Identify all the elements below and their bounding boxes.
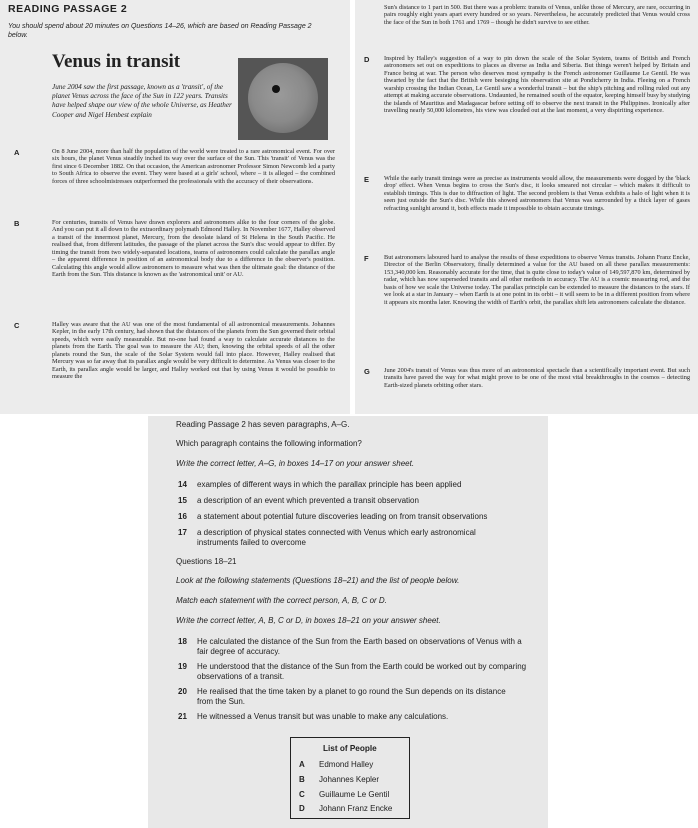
question-text: He realised that the time taken by a planet to go round the Sun depends on its distance from the Sun.: [197, 687, 506, 706]
person-letter: A: [299, 760, 305, 769]
paragraph-letter: C: [14, 321, 20, 330]
people-title: List of People: [323, 744, 377, 753]
person-name: Edmond Halley: [319, 760, 374, 769]
sun-photo-icon: [238, 58, 328, 140]
article-title: Venus in transit: [52, 51, 181, 72]
paragraph-d: Inspired by Halley's suggestion of a way to pin down the scale of the Solar System, teams of British and French astronomers set out on expeditions to places as diverse as India and Siberia. But things weren't helped by Britain and France being at war. The person who deserves most sympathy is the French astronomer Guillaume Le Gentil. He was thwarted by the fact that the British were besieging his observation site at Pondicherry in India. Fleeing on a French warship crossing the Indian Ocean, Le Gentil saw a wonderful transit – but the ship's pitching and rolling ruled out any attempt at making accurate observations. Undaunted, he remained south of the equator, keeping himself busy by studying the islands of Mauritius and Madagascar before setting off to observe the next transit in the Philippines. Ironically after travelling nearly 50,000 kilometres, his view was clouded out at the last moment, a very dispiriting experience.: [384, 55, 690, 115]
question-number: 18: [178, 637, 187, 646]
questions-intro: Reading Passage 2 has seven paragraphs, A–G.: [176, 420, 350, 429]
right-page: [355, 0, 698, 414]
paragraph-b: For centuries, transits of Venus have drawn explorers and astronomers alike to the four corners of the globe. And you can put it all down to the extraordinary polymath Edmond Halley. In November 1677, Halley observed a transit of the innermost planet, Mercury, from the desolate island of St Helena in the South Pacific. He realised that, from different latitudes, the passage of the planet across the Sun's disc would appear to differ. By timing the transit from two widely-separated locations, teams of astronomers could calculate the parallax angle – the apparent difference in position of an astronomical body due to a difference in the observer's position. Calculating this angle would allow astronomers to measure what was then the ultimate goal: the distance of the Earth from the Sun. This distance is known as the 'astronomical unit' or AU.: [52, 219, 335, 279]
question-text: examples of different ways in which the parallax principle has been applied: [197, 480, 462, 489]
article-lead: June 2004 saw the first passage, known as a 'transit', of the planet Venus across the face of the Sun in 122 years. Transits have helped shape our view of the whole Universe, as Heather Cooper and Nigel Henbest explain: [52, 83, 232, 119]
paragraph-letter: G: [364, 367, 370, 376]
paragraph-e: While the early transit timings were as precise as instruments would allow, the measurements were dogged by the 'black drop' effect. When Venus begins to cross the Sun's disc, it looks smeared not circular – which makes it difficult to establish timings. This is due to diffraction of light. The second problem is that Venus exhibits a halo of light when it is seen just outside the Sun's disc. While this showed astronomers that Venus was surrounded by a thick layer of gases refracting sunlight around it, both effects made it impossible to obtain accurate timings.: [384, 175, 690, 212]
paragraph-c-continuation: Sun's distance to 1 part in 500. But there was a problem: transits of Venus, unlike those of Mercury, are rare, occurring in pairs roughly eight years apart every hundred or so years. Nevertheless, he accurately predicted that Venus would cross the face of the Sun in both 1761 and 1769 – though he didn't survive to see either.: [384, 4, 690, 26]
person-letter: C: [299, 790, 305, 799]
question-text: He calculated the distance of the Sun from the Earth based on observations of Venus with a fair degree of accuracy.: [197, 637, 522, 656]
question-number: 21: [178, 712, 187, 721]
person-letter: B: [299, 775, 305, 784]
section-instruction: Write the correct letter, A, B, C or D, in boxes 18–21 on your answer sheet.: [176, 616, 441, 625]
paragraph-a: On 8 June 2004, more than half the population of the world were treated to a rare astronomical event. For over six hours, the planet Venus steadily inched its way over the surface of the Sun. This 'transit' of Venus was the first since 6 December 1882. On that occasion, the American astronomer Professor Simon Newcomb led a party to South Africa to observe the event. They were based at a girls' school, where – it is alleged – the combined forces of three schoolmistresses outperformed the professionals with the accuracy of their observations.: [52, 148, 335, 185]
sun-disc: [248, 63, 318, 133]
paragraph-letter: D: [364, 55, 370, 64]
venus-dot: [272, 85, 280, 93]
passage-intro: You should spend about 20 minutes on Questions 14–26, which are based on Reading Passage 2 below.: [8, 23, 312, 39]
question-number: 15: [178, 496, 187, 505]
left-page: [0, 0, 350, 414]
question-number: 20: [178, 687, 187, 696]
paragraph-letter: A: [14, 148, 20, 157]
section-instruction: Match each statement with the correct person, A, B, C or D.: [176, 596, 387, 605]
section-title: Questions 18–21: [176, 557, 237, 566]
paragraph-f: But astronomers laboured hard to analyse the results of these expeditions to observe Venus transits. Johann Franz Encke, Director of the Berlin Observatory, finally determined a value for the AU based on all these parallax measurements: 153,340,000 km. Reasonably accurate for the time, that is quite close to today's value of 149,597,870 km, determined by radar, which has now superseded transits and all other methods in accuracy. The AU is a cosmic measuring rod, and the basis of how we scale the Universe today. The parallax principle can be extended to measure the distances to the stars. If we look at a star in January – when Earth is at one point in its orbit – it will seem to be in a different position from where it appears six months later. Knowing the width of Earth's orbit, the parallax shift lets astronomers calculate the distance.: [384, 254, 690, 306]
question-number: 14: [178, 480, 187, 489]
person-name: Johannes Kepler: [319, 775, 380, 784]
person-letter: D: [299, 804, 305, 813]
person-name: Johann Franz Encke: [319, 804, 393, 813]
question-text: He understood that the distance of the Sun from the Earth could be worked out by comparing observations of a transit.: [197, 662, 527, 681]
person-name: Guillaume Le Gentil: [319, 790, 390, 799]
paragraph-c: Halley was aware that the AU was one of the most fundamental of all astronomical measurements. Johannes Kepler, in the early 17th century, had shown that the distances of the planets from the Sun governed their orbital speeds, which were easily measurable. But no-one had found a way to calculate accurate distances to the planets from the Earth. The goal was to measure the AU; then, knowing the orbital speeds of all the other planets round the Sun, the scale of the Solar System would fall into place. However, Halley realised that Mercury was so far away that its parallax angle would be very difficult to determine. As Venus was closer to the Earth, its parallax angle would be larger, and Halley worked out that by using Venus it would be possible to measure the: [52, 321, 335, 381]
paragraph-letter: F: [364, 254, 369, 263]
list-of-people-box: [290, 737, 410, 819]
paragraph-letter: B: [14, 219, 20, 228]
questions-prompt: Which paragraph contains the following information?: [176, 439, 362, 448]
questions-page: [148, 416, 548, 828]
question-text: a statement about potential future discoveries leading on from transit observations: [197, 512, 488, 521]
section-instruction: Look at the following statements (Questions 18–21) and the list of people below.: [176, 576, 460, 585]
question-number: 19: [178, 662, 187, 671]
paragraph-g: June 2004's transit of Venus was thus more of an astronomical spectacle than a scientifically important event. But such transits have paved the way for what might prove to be one of the most vital breakthroughs in the cosmos – detecting Earth-sized planets orbiting other stars.: [384, 367, 690, 389]
question-number: 17: [178, 528, 187, 537]
paragraph-letter: E: [364, 175, 370, 184]
reading-passage-title: READING PASSAGE 2: [8, 3, 128, 15]
question-number: 16: [178, 512, 187, 521]
question-text: a description of an event which prevented a transit observation: [197, 496, 419, 505]
questions-instruction: Write the correct letter, A–G, in boxes 14–17 on your answer sheet.: [176, 459, 415, 468]
question-text: a description of physical states connected with Venus which early astronomical instruments failed to overcome: [197, 528, 476, 547]
question-text: He witnessed a Venus transit but was unable to make any calculations.: [197, 712, 449, 721]
